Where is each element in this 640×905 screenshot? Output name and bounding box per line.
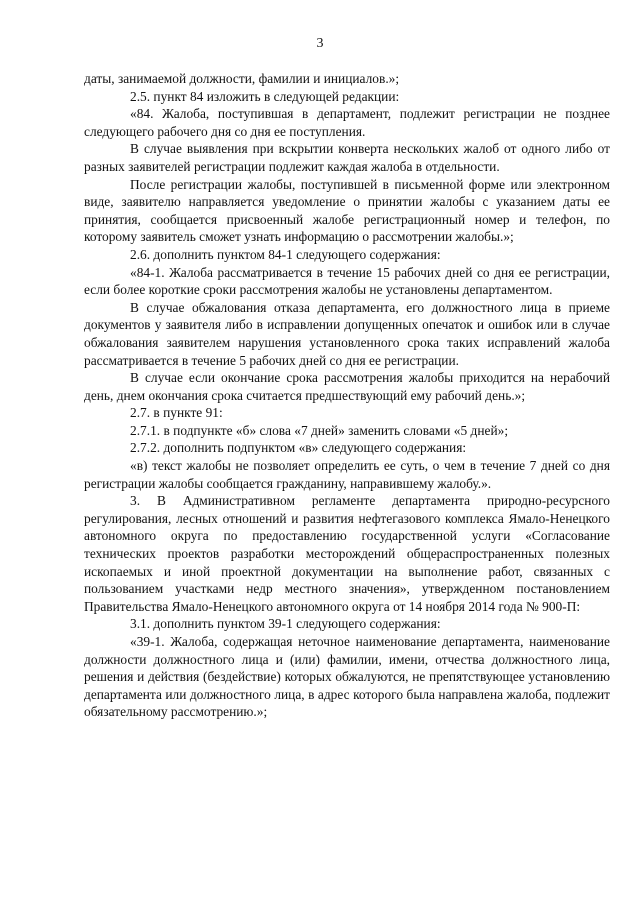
document-body [84, 70, 610, 721]
paragraph-item-2-6: 2.6. дополнить пунктом 84-1 следующего содержания: [130, 246, 441, 262]
paragraph-section-3: 3. В Административном регламенте департамента природно-ресурсного регулирования, лесных отношений и развития нефтегазового комплекса Ямало-Ненецкого автономного округа по предоставлению государственной услуги «Согласование технических проектов разработки месторождений общераспространенных полезных ископаемых и иной проектной документации на выполнение работ, связанных с пользованием участками недр местного значения», утвержденном постановлением Правительства Ямало-Ненецкого автономного округа от 14 ноября 2014 года № 900-П: [84, 493, 610, 614]
paragraph-registration-notice: После регистрации жалобы, поступившей в письменной форме или электронном виде, заявителю направляется уведомление о принятии жалобы с указанием даты ее принятия, сообщается присвоенный жалобе регистрационный номер и телефон, по которому заявитель сможет узнать информацию о рассмотрении жалобы.»; [84, 176, 610, 245]
paragraph-item-2-7: 2.7. в пункте 91: [130, 405, 223, 421]
paragraph-non-working-day: В случае если окончание срока рассмотрения жалобы приходится на нерабочий день, днем окончания срока считается предшествующий ему рабочий день.»; [84, 370, 610, 403]
paragraph-item-3-1: 3.1. дополнить пунктом 39-1 следующего содержания: [130, 616, 441, 632]
paragraph-point-84-1: «84-1. Жалоба рассматривается в течение 15 рабочих дней со дня ее регистрации, если более короткие сроки рассмотрения жалобы не установлены департаментом. [84, 264, 610, 298]
paragraph-continuation: даты, занимаемой должности, фамилии и инициалов.»; [84, 71, 400, 86]
paragraph-appeal-refusal: В случае обжалования отказа департамента, его должностного лица в приеме документов у заявителя либо в исправлении допущенных опечаток и ошибок или в случае обжалования заявителем нарушения установленного срока таких исправлений жалоба рассматривается в течение 5 рабочих дней со дня ее регистрации. [84, 299, 610, 368]
paragraph-multiple-complaints: В случае выявления при вскрытии конверта нескольких жалоб от одного либо от разных заявителей регистрации подлежит каждая жалоба в отдельности. [84, 141, 610, 174]
paragraph-item-2-5: 2.5. пункт 84 изложить в следующей редакции: [130, 88, 400, 104]
paragraph-point-39-1: «39-1. Жалоба, содержащая неточное наименование департамента, наименование должности должностного лица и (или) фамилии, имени, отчества должностного лица, решения и действия (бездействие) которых обжалуются, не препятствующее установлению департамента или должностного лица, в адрес которого была направлена жалоба, подлежит обязательному рассмотрению.»; [84, 634, 610, 720]
paragraph-item-2-7-2: 2.7.2. дополнить подпунктом «в» следующего содержания: [130, 440, 467, 456]
paragraph-subpoint-v: «в) текст жалобы не позволяет определить ее суть, о чем в течение 7 дней со дня регистрации жалобы сообщается гражданину, направившему жалобу.». [84, 458, 610, 491]
page-number: 3 [316, 36, 324, 51]
paragraph-point-84: «84. Жалоба, поступившая в департамент, подлежит регистрации не позднее следующего рабочего дня со дня ее поступления. [84, 106, 610, 139]
paragraph-item-2-7-1: 2.7.1. в подпункте «б» слова «7 дней» заменить словами «5 дней»; [130, 422, 509, 438]
